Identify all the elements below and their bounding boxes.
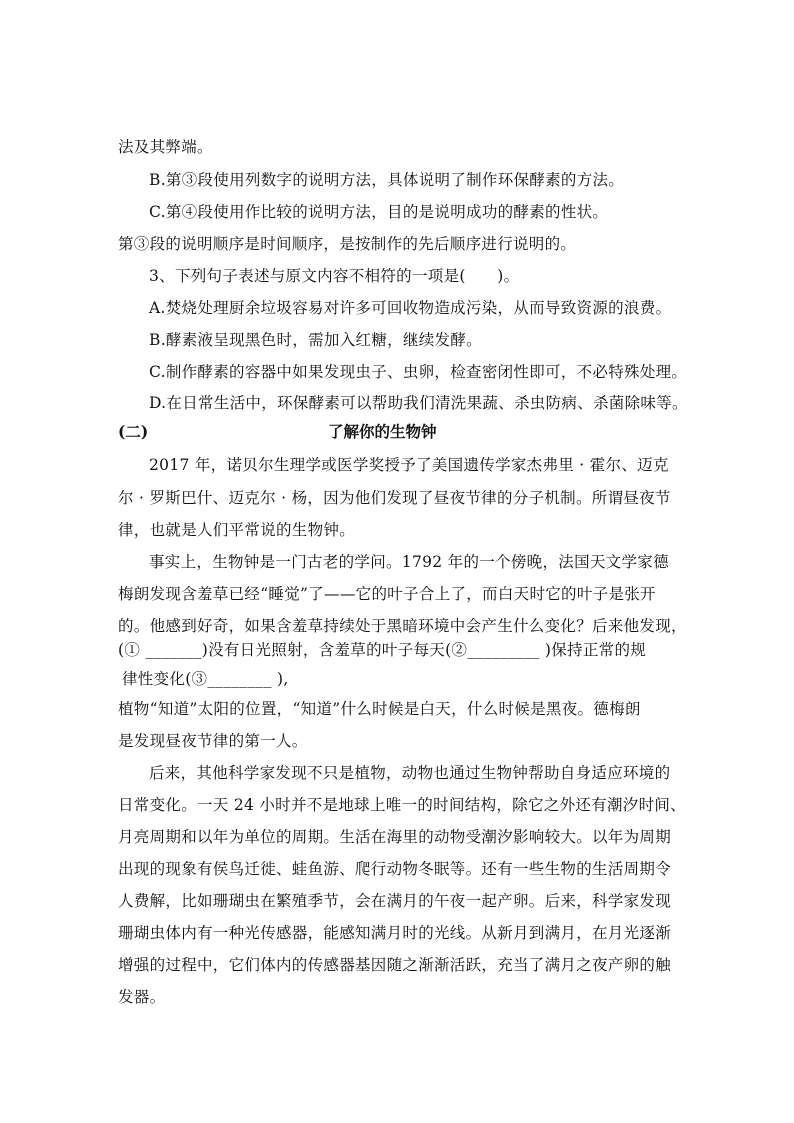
option-d-line: D.在日常生活中，环保酵素可以帮助我们清洗果蔬、杀虫防病、杀菌除味等。: [149, 394, 688, 412]
body-line: 人费解，比如珊瑚虫在繁殖季节，会在满月的午夜一起产卵。后来，科学家发现: [118, 892, 672, 910]
body-line: 的。他感到好奇，如果含羞草持续处于黑暗环境中会产生什么变化？后来他发现，: [118, 617, 687, 635]
body-line: 珊瑚虫体内有一种光传感器，能感知满月时的光线。从新月到满月，在月光逐渐: [118, 924, 672, 942]
text-line: 法及其弊端。: [118, 138, 213, 156]
question-3: 3、下列句子表述与原文内容不相符的一项是( )。: [149, 267, 520, 285]
section-number: (二): [118, 422, 149, 441]
text-line: 第③段的说明顺序是时间顺序，是按制作的先后顺序进行说明的。: [118, 235, 577, 253]
body-line: 增强的过程中，它们体内的传感器基因随之渐渐活跃，充当了满月之夜产卵的触: [118, 956, 672, 974]
option-c-line: C.第④段使用作比较的说明方法，目的是说明成功的酵素的性状。: [149, 203, 609, 221]
body-line: 2017 年，诺贝尔生理学或医学奖授予了美国遗传学家杰弗里 · 霍尔、迈克: [149, 456, 669, 474]
option-c-line: C.制作酵素的容器中如果发现虫子、虫卵，检查密闭性即可，不必特殊处理。: [149, 363, 688, 381]
body-line: 后来，其他科学家发现不只是植物，动物也通过生物钟帮助自身适应环境的: [149, 764, 671, 782]
body-line: 梅朗发现含羞草已经“睡觉”了——它的叶子合上了，而白天时它的叶子是张开: [118, 585, 656, 603]
body-line: 出现的现象有侯鸟迁徙、蛙鱼游、爬行动物冬眠等。还有一些生物的生活周期令: [118, 860, 672, 878]
body-line: 事实上，生物钟是一门古老的学问。1792 年的一个傍晚，法国天文学家德: [149, 553, 669, 571]
body-line: 是发现昼夜节律的第一人。: [118, 732, 308, 750]
section-title: 了解你的生物钟: [328, 422, 437, 441]
body-line: 律，也就是人们平常说的生物钟。: [118, 521, 356, 539]
body-line: 月亮周期和以年为单位的周期。生活在海里的动物受潮汐影响较大。以年为周期: [118, 828, 672, 846]
option-b-line: B.第③段使用列数字的说明方法，具体说明了制作环保酵素的方法。: [149, 171, 625, 189]
option-a-line: A.焚烧处理厨余垃圾容易对许多可回收物造成污染，从而导致资源的浪费。: [149, 299, 672, 317]
fill-blank-line: (① _______)没有日光照射，含羞草的叶子每天(②_________ )保持正常的规: [118, 641, 647, 659]
body-line: 尔 · 罗斯巴什、迈克尔 · 杨，因为他们发现了昼夜节律的分子机制。所谓昼夜节: [118, 489, 671, 507]
body-line: 日常变化。一天 24 小时并不是地球上唯一的时间结构，除它之外还有潮汐时间、: [118, 796, 686, 814]
body-line: 发器。: [118, 988, 166, 1006]
body-line: 植物“知道”太阳的位置，“知道”什么时候是白天，什么时候是黑夜。德梅朗: [118, 700, 641, 718]
fill-blank-line: 律性变化(③________ ),: [122, 670, 289, 688]
option-b-line: B.酵素液呈现黑色时，需加入红糖，继续发酵。: [149, 331, 482, 349]
